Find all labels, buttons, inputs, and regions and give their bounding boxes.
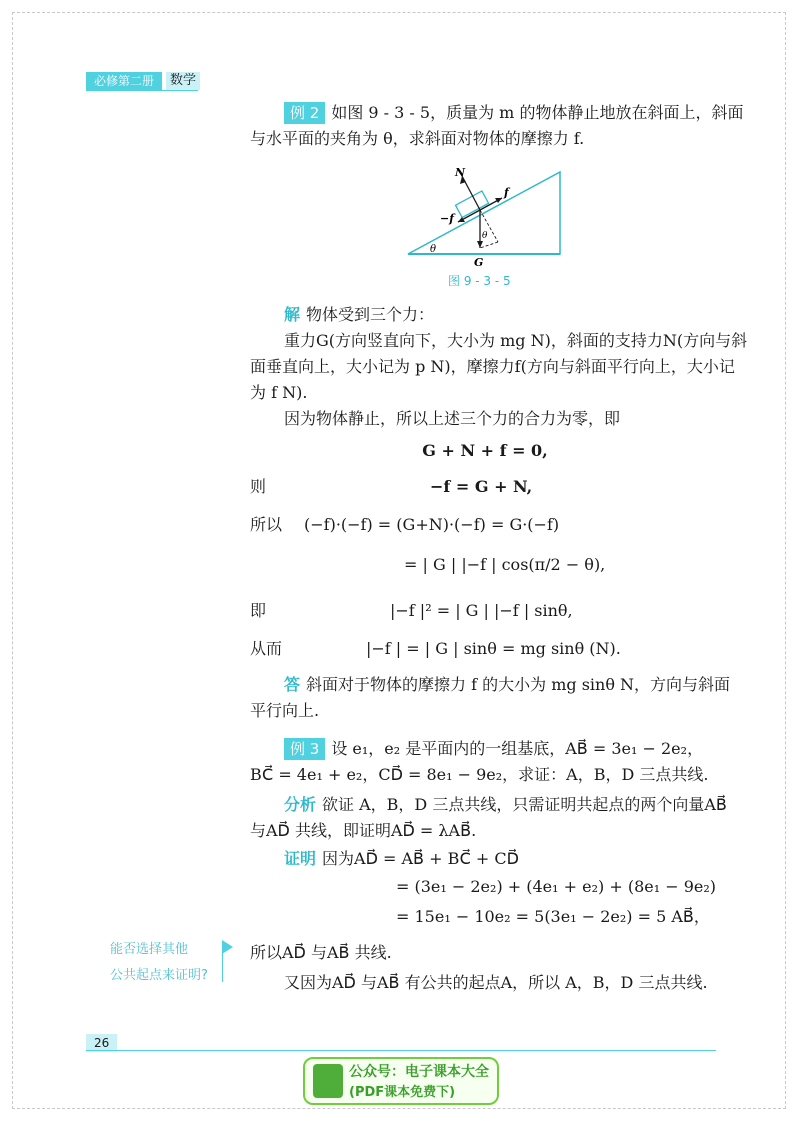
label-theta-angle: θ — [482, 231, 488, 241]
footer-rule — [86, 1050, 716, 1051]
solution-keyword: 解 — [284, 305, 301, 324]
label-theta-incline: θ — [430, 244, 437, 255]
solution-line-4: 为 f N). — [250, 383, 308, 402]
example-2-line-1 — [284, 100, 743, 126]
example-2-badge: 例 2 — [284, 102, 325, 124]
answer-keyword: 答 — [284, 675, 301, 694]
example-3-line-1 — [284, 736, 703, 762]
equation-6-label: 从而 — [250, 639, 283, 658]
analysis-keyword: 分析 — [284, 795, 317, 814]
watermark-badge — [303, 1057, 499, 1105]
header-rule — [86, 90, 198, 91]
analysis-line-2: 与AD⃗ 共线，即证明AD⃗ = λAB⃗. — [250, 821, 477, 840]
incline-figure — [400, 162, 570, 282]
equation-4: = | G | |−f | cos(π/2 − θ), — [404, 555, 606, 574]
label-G: G — [474, 256, 484, 269]
equation-3: (−f)·(−f) = (G+N)·(−f) = G·(−f) — [304, 515, 560, 534]
solution-line-5: 因为物体静止，所以上述三个力的合力为零，即 — [284, 409, 621, 428]
proof-line-3: = 15e₁ − 10e₂ = 5(3e₁ − 2e₂) = 5 AB⃗， — [396, 907, 710, 926]
solution-line-3: 面垂直向上，大小记为 p N)，摩擦力f(方向与斜面平行向上，大小记 — [250, 357, 735, 376]
equation-2: −f = G + N, — [430, 477, 533, 496]
watermark-line-2: (PDF课本免费下) — [349, 1085, 456, 1100]
answer-line-1 — [284, 672, 730, 698]
solution-intro: 物体受到三个力： — [306, 305, 435, 324]
proof-line-2: = (3e₁ − 2e₂) + (4e₁ + e₂) + (8e₁ − 9e₂) — [396, 877, 717, 896]
example-3-text: 设 e₁，e₂ 是平面内的一组基底，AB⃗ = 3e₁ − 2e₂， — [331, 739, 704, 758]
book-volume-tag: 必修第二册 — [86, 72, 162, 90]
label-f: f — [504, 186, 509, 199]
label-N: N — [455, 166, 466, 179]
figure-caption: 图 9 - 3 - 5 — [448, 274, 511, 288]
example-3-badge: 例 3 — [284, 738, 325, 760]
watermark-line-1: 公众号：电子课本大全 — [349, 1064, 489, 1080]
equation-5: |−f |² = | G | |−f | sinθ, — [390, 601, 573, 620]
answer-line-2: 平行向上. — [250, 701, 320, 720]
label-neg-f: −f — [440, 212, 454, 225]
sidenote-bar — [222, 952, 223, 982]
page-number: 26 — [86, 1034, 117, 1052]
example-2-line-2: 与水平面的夹角为 θ，求斜面对物体的摩擦力 f. — [250, 129, 585, 148]
equation-5-label: 即 — [250, 601, 267, 620]
proof-line-1 — [284, 846, 519, 872]
analysis-line-1 — [284, 792, 727, 818]
proof-line-5: 又因为AD⃗ 与AB⃗ 有公共的起点A，所以 A，B，D 三点共线. — [284, 973, 708, 992]
solution-line-2: 重力G(方向竖直向下，大小为 mg N)，斜面的支持力N(方向与斜 — [284, 331, 748, 350]
proof-text: 因为AD⃗ = AB⃗ + BC⃗ + CD⃗ — [322, 849, 519, 868]
equation-6: |−f | = | G | sinθ = mg sinθ (N). — [366, 639, 621, 658]
answer-text: 斜面对于物体的摩擦力 f 的大小为 mg sinθ N，方向与斜面 — [306, 675, 731, 694]
proof-line-4: 所以AD⃗ 与AB⃗ 共线. — [250, 943, 392, 962]
analysis-text: 欲证 A，B，D 三点共线，只需证明共起点的两个向量AB⃗ — [322, 795, 727, 814]
proof-keyword: 证明 — [284, 849, 317, 868]
book-icon — [313, 1064, 343, 1098]
example-2-text: 如图 9 - 3 - 5，质量为 m 的物体静止地放在斜面上，斜面 — [331, 103, 744, 122]
equation-1: G + N + f = 0, — [422, 441, 548, 460]
subject-label: 数学 — [166, 72, 200, 90]
example-3-line-2: BC⃗ = 4e₁ + e₂，CD⃗ = 8e₁ − 9e₂，求证：A，B，D 三点共线. — [250, 765, 709, 784]
sidenote-line-2: 公共起点来证明? — [110, 968, 208, 983]
flag-icon — [222, 940, 233, 954]
solution-line-1 — [284, 302, 434, 328]
equation-3-label: 所以 — [250, 515, 283, 534]
equation-2-label: 则 — [250, 477, 267, 496]
sidenote-line-1: 能否选择其他 — [110, 942, 189, 957]
